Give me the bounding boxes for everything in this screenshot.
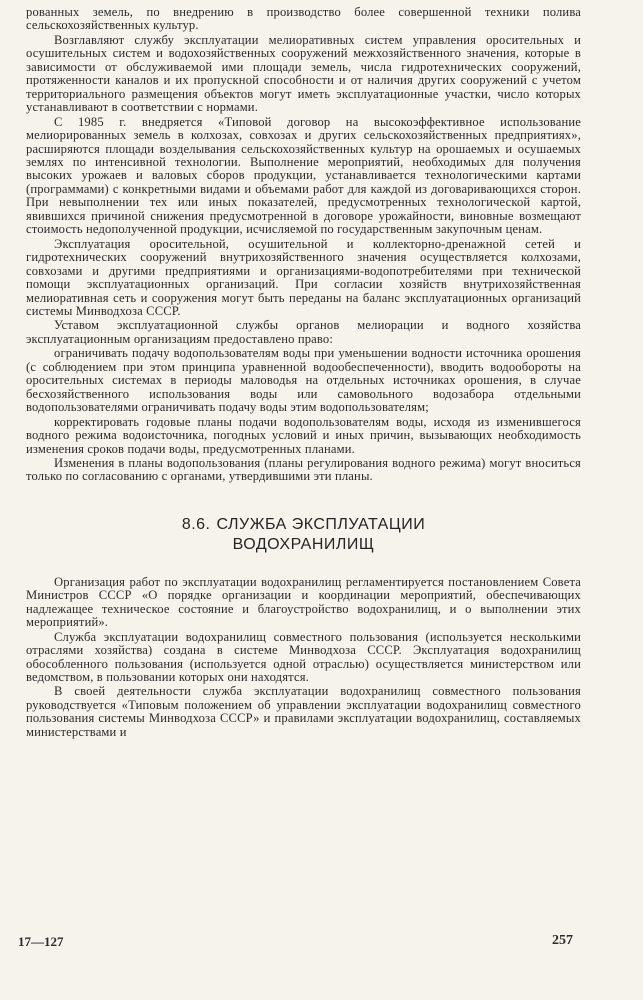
section-title-line2: ВОДОХРАНИЛИЩ (232, 535, 375, 553)
section-heading-line1 (26, 515, 581, 535)
section-number: 8.6. (181, 515, 211, 533)
paragraph: ограничивать подачу водопользователям воды при уменьшении водности источника орошения (с соблюдением при этом принципа уравненной водообеспеченности), вводить водообороты на оросительных системах в периоды маловодья на отдельных источниках орошения, в случае бесхозяйственного использования воды или самовольного водозабора отдельными водопользователями ограничивать подачу воды этим водопользователям; (26, 346, 581, 415)
text-block-top (26, 6, 581, 484)
paragraph: Возглавляют службу эксплуатации мелиоративных систем управления оросительных и осушительных систем и водохозяйственных сооружений межхозяйственного значения, которые в зависимости от обслуживаемой ими площади земель, числа гидротехнических сооружений, протяженности каналов и их пропускной способности и от наличия других сооружений с учетом территориального размещения объектов могут иметь эксплуатационные участки, число которых устанавливают в соответствии с нормами. (26, 32, 581, 115)
paragraph: Изменения в планы водопользования (планы регулирования водного режима) могут вноситься только по согласованию с органами, утвердившими эти планы. (26, 455, 581, 484)
paragraph: Организация работ по эксплуатации водохранилищ регламентируется постановлением Совета Министров СССР «О порядке организации и координации мероприятий, обеспечивающих надлежащее техническое состояние и благоустройство водохранилищ, и о выполнении этих мероприятий». (26, 574, 581, 630)
section-title-line1: СЛУЖБА ЭКСПЛУАТАЦИИ (216, 515, 426, 533)
text-block-bottom (26, 576, 581, 739)
paragraph: В своей деятельности служба эксплуатации водохранилищ совместного пользования руководствуется «Типовым положением об управлении эксплуатации водохранилищ совместного пользования системы Минводхоза СССР» и правилами эксплуатации водохранилищ, составляемых министерствами и (26, 684, 581, 739)
page-number: 257 (552, 933, 573, 948)
paragraph: Служба эксплуатации водохранилищ совместного пользования (используется несколькими отраслями хозяйства) создана в системе Минводхоза СССР. Эксплуатация водохранилищ обособленного пользования (используется одной отраслью) осуществляется министерством или ведомством, в пользовании которых они находятся. (26, 629, 581, 685)
paragraph: Эксплуатация оросительной, осушительной и коллекторно-дренажной сетей и гидротехнических сооружений внутрихозяйственного значения осуществляется колхозами, совхозами и другими предприятиями и организациями-водопотребителями при технической помощи эксплуатационных организаций. При согласии хозяйств внутрихозяйственная мелиоративная сеть и сооружения могут быть переданы на баланс эксплуатационных организаций системы Минводхоза СССР. (26, 236, 581, 318)
paragraph: корректировать годовые планы подачи водопользователям воды, исходя из изменившегося водного режима водоисточника, погодных условий и иных причин, вызывающих необходимость изменения сроков подачи воды, предусмотренных планами. (26, 414, 581, 456)
paragraph: Уставом эксплуатационной службы органов мелиорации и водного хозяйства эксплуатационным организациям предоставлено право: (26, 318, 581, 346)
paragraph: С 1985 г. внедряется «Типовой договор на высокоэффективное использование мелиорированных земель в колхозах, совхозах и других сельскохозяйственных предприятиях», расширяются площади возделывания сельскохозяйственных культур на орошаемых и осушаемых землях по интенсивной технологии. Выполнение мероприятий, необходимых для получения высоких урожаев и валовых сборов продукции, устанавливается технологическими картами (программами) с конкретными видами и объемами работ для каждой из договаривающихся сторон. При невыполнении тех или иных показателей, предусмотренных технологической картой, явившихся причиной снижения предусмотренной в договоре урожайности, виновные возмещают стоимость недополученной продукции, исчисляемой по государственным закупочным ценам. (26, 114, 581, 237)
section-heading (26, 515, 581, 555)
page-body (26, 6, 581, 740)
printer-signature: 17—127 (18, 934, 64, 949)
paragraph: рованных земель, по внедрению в производство более совершенной техники полива сельскохозяйственных культур. (26, 5, 581, 33)
